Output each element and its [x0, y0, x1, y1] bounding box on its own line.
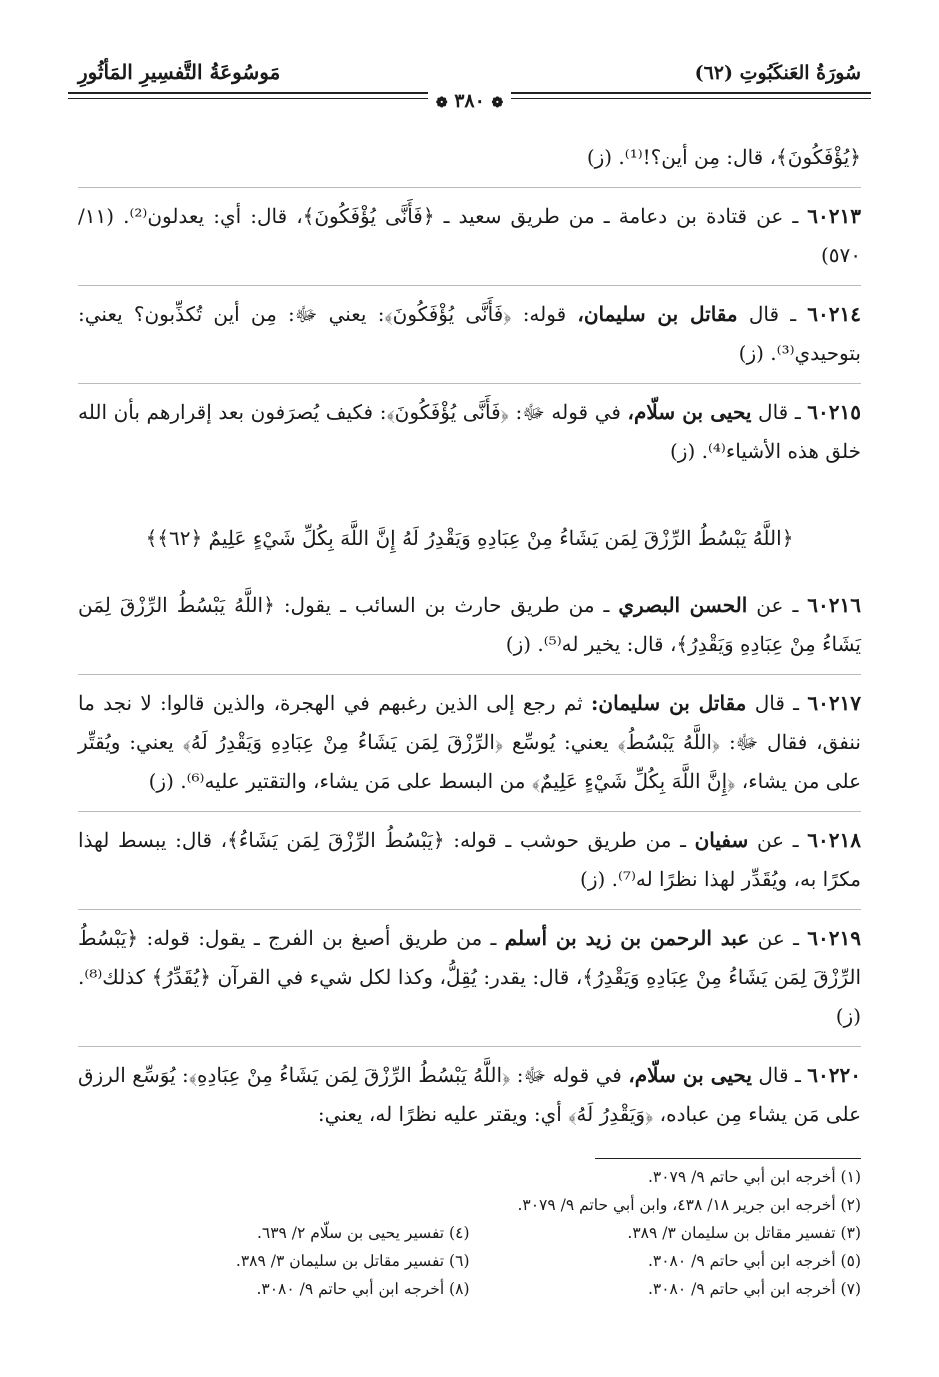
book-title: مَوسُوعَةُ التَّفسِيرِ المَأثُورِ: [78, 60, 281, 84]
paragraph: [78, 586, 861, 664]
footnote-row: [78, 1275, 861, 1303]
footnotes: [78, 1163, 861, 1303]
footnote: (٢) أخرجه ابن جرير ١٨/ ٤٣٨، وابن أبي حاتم ٩/ ٣٠٧٩.: [517, 1196, 861, 1214]
paragraph-pre: ـ قال: [758, 1063, 801, 1087]
paragraph: [78, 1056, 861, 1134]
paragraph-text: قوله: ﴿فَأَنَّى يُؤْفَكُونَ﴾: يعني ﷻ: مِن أين تُكذِّبون؟ يعني: بتوحيدي⁽³⁾. (ز): [78, 302, 861, 365]
paragraph-pre: ـ قال: [748, 302, 797, 326]
divider: [78, 383, 861, 385]
page-number: ٣٨٠: [454, 90, 485, 112]
narrator-name: يحيى بن سلّام،: [628, 1063, 752, 1087]
report-number: ٦٠٢١٧: [807, 691, 862, 715]
footnote: (٤) تفسير يحيى بن سلّام ٢/ ٦٣٩.: [256, 1224, 470, 1242]
footnote-rule: [595, 1158, 861, 1159]
footnote: (٣) تفسير مقاتل بن سليمان ٣/ ٣٨٩.: [627, 1224, 861, 1242]
paragraph: [78, 684, 861, 801]
page-number-wrap: [0, 90, 939, 112]
report-number: ٦٠٢١٥: [807, 400, 861, 424]
report-number: ٦٠٢٢٠: [807, 1063, 861, 1087]
report-number: ٦٠٢١٤: [807, 302, 861, 326]
narrator-name: مقاتل بن سليمان،: [577, 302, 738, 326]
narrator-name: سفيان: [694, 828, 749, 852]
paragraph-pre: ـ قال: [754, 691, 800, 715]
main-text: [78, 138, 861, 1144]
narrator-name: يحيى بن سلّام،: [627, 400, 752, 424]
narrator-name: مقاتل بن سليمان:: [591, 691, 747, 715]
divider: [78, 187, 861, 189]
divider: [78, 674, 861, 676]
footnote: (٧) أخرجه ابن أبي حاتم ٩/ ٣٠٨٠.: [647, 1280, 861, 1298]
footnote-row: [78, 1219, 861, 1247]
footnote: (٥) أخرجه ابن أبي حاتم ٩/ ٣٠٨٠.: [647, 1252, 861, 1270]
ornament-icon: ❁: [435, 95, 448, 111]
paragraph-text: ثم رجع إلى الذين رغبهم في الهجرة، والذين قالوا: لا نجد ما ننفق، فقال ﷻ: ﴿اللَّهُ يَبْسُطُ﴾ يعني: يُوسِّع ﴿الرِّزْقَ لِمَن يَشَاءُ مِنْ عِبَادِهِ وَيَقْدِرُ لَهُ﴾ يعني: ويُقتِّر على من يشاء، ﴿إِنَّ اللَّهَ بِكُلِّ شَيْءٍ عَلِيمٌ﴾ من البسط على مَن يشاء، والتقتير عليه⁽⁶⁾. (ز): [78, 691, 861, 793]
narrator-name: الحسن البصري: [618, 593, 748, 617]
surah-title: سُورَةُ العَنكَبُوتِ (٦٢): [694, 62, 861, 84]
paragraph: [78, 138, 861, 177]
divider: [78, 811, 861, 813]
footnote: (٦) تفسير مقاتل بن سليمان ٣/ ٣٨٩.: [235, 1252, 470, 1270]
footnote: (١) أخرجه ابن أبي حاتم ٩/ ٣٠٧٩.: [647, 1168, 861, 1186]
narrator-name: عبد الرحمن بن زيد بن أسلم: [504, 926, 750, 950]
paragraph-text: ـ عن قتادة بن دعامة ـ من طريق سعيد ـ ﴿فَأَنَّى يُؤْفَكُونَ﴾، قال: أي: يعدلون⁽²⁾. (١١/ ٥٧٠): [78, 204, 861, 267]
paragraph-pre: ـ عن: [756, 828, 799, 852]
paragraph-text: ـ من طريق حوشب ـ قوله: ﴿يَبْسُطُ الرِّزْقَ لِمَن يَشَاءُ﴾، قال: يبسط لهذا مكرًا به، ويُقَدِّر لهذا نظرًا له⁽⁷⁾. (ز): [78, 828, 861, 891]
footnote-row: [78, 1247, 861, 1275]
divider: [78, 1046, 861, 1048]
paragraph: [78, 197, 861, 275]
paragraph: [78, 919, 861, 1036]
footnote: (٨) أخرجه ابن أبي حاتم ٩/ ٣٠٨٠.: [256, 1280, 470, 1298]
paragraph-text: في قوله ﷻ: ﴿فَأَنَّى يُؤْفَكُونَ﴾: فكيف يُصرَفون بعد إقرارهم بأن الله خلق هذه الأشياء⁽⁴⁾. (ز): [78, 400, 861, 463]
quran-verse: ﴿اللَّهُ يَبْسُطُ الرِّزْقَ لِمَن يَشَاءُ مِنْ عِبَادِهِ وَيَقْدِرُ لَهُ إِنَّ اللَّهَ بِكُلِّ شَيْءٍ عَلِيمٌ ﴿٦٢﴾﴾: [145, 526, 794, 550]
report-number: ٦٠٢١٨: [807, 828, 861, 852]
report-number: ٦٠٢١٦: [807, 593, 862, 617]
paragraph-text: في قوله ﷻ: ﴿اللَّهُ يَبْسُطُ الرِّزْقَ لِمَن يَشَاءُ مِنْ عِبَادِهِ﴾: يُوَسِّع الرزق على مَن يشاء مِن عباده، ﴿وَيَقْدِرُ لَهُ﴾ أي: ويقتر عليه نظرًا له، يعني:: [78, 1063, 861, 1126]
paragraph-text: ـ من طريق حارث بن السائب ـ يقول: ﴿اللَّهُ يَبْسُطُ الرِّزْقَ لِمَن يَشَاءُ مِنْ عِبَادِهِ وَيَقْدِرُ﴾، قال: يخير له⁽⁵⁾. (ز): [78, 593, 861, 656]
paragraph-pre: ـ عن: [756, 593, 799, 617]
paragraph-text: ـ من طريق أصبغ بن الفرج ـ يقول: قوله: ﴿يَبْسُطُ الرِّزْقَ لِمَن يَشَاءُ مِنْ عِبَادِهِ وَيَقْدِرُ﴾، قال: يقدر: يُقِلُّ، وكذا لكل شيء في القرآن ﴿يُقَدِّرُ﴾ كذلك⁽⁸⁾. (ز): [78, 926, 862, 1028]
divider: [78, 285, 861, 287]
paragraph: [78, 295, 861, 373]
divider: [78, 909, 861, 911]
report-number: ٦٠٢١٣: [807, 204, 861, 228]
paragraph-pre: ـ عن: [757, 926, 799, 950]
paragraph: [78, 821, 861, 899]
ornament-icon: ❁: [491, 95, 504, 111]
paragraph-text: ﴿يُؤْفَكُونَ﴾، قال: مِن أين؟!⁽¹⁾. (ز): [586, 145, 861, 169]
report-number: ٦٠٢١٩: [807, 926, 862, 950]
paragraph: [78, 393, 861, 471]
paragraph-pre: ـ قال: [758, 400, 801, 424]
